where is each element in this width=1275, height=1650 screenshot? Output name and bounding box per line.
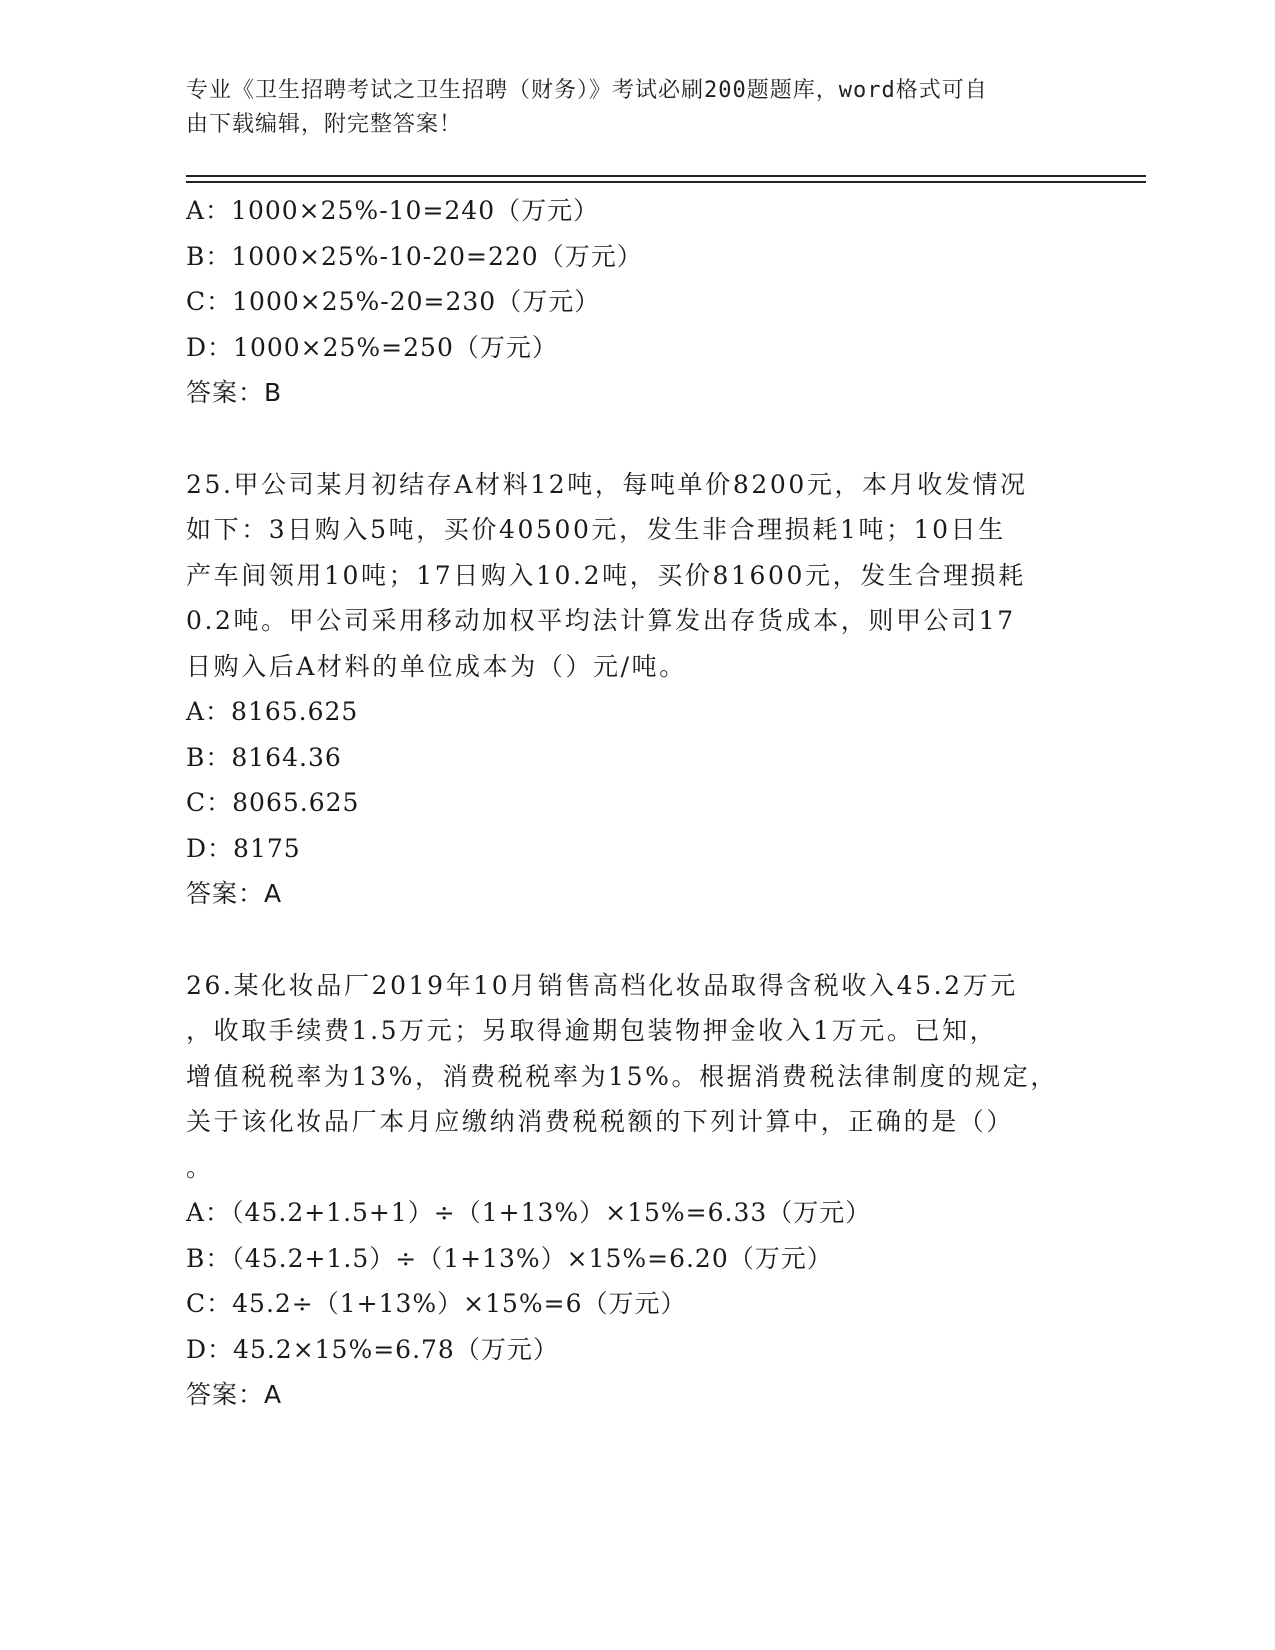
- document-header: [186, 74, 1066, 142]
- stem-line: 增值税税率为13%，消费税税率为15%。根据消费税法律制度的规定，: [186, 1061, 1058, 1091]
- stem-line: 关于该化妆品厂本月应缴纳消费税税额的下列计算中，正确的是（）: [186, 1107, 1015, 1136]
- header-line-2: 由下载编辑，附完整答案！: [186, 112, 463, 137]
- option-b: B：1000×25%-10-20=220（万元）: [186, 241, 643, 271]
- option-b: B：8164.36: [186, 742, 342, 772]
- header-divider-top: [186, 175, 1146, 177]
- question-26: [186, 963, 1086, 1418]
- option-c: C：8065.625: [186, 788, 360, 817]
- question-26-answer: 答案：A: [186, 1380, 283, 1409]
- option-a: A：1000×25%-10=240（万元）: [186, 196, 600, 225]
- option-c: C：45.2÷（1+13%）×15%=6（万元）: [186, 1289, 687, 1318]
- header-divider-bottom: [186, 181, 1146, 183]
- option-a: A：8165.625: [186, 697, 359, 726]
- question-26-stem: [186, 963, 1086, 1191]
- option-c: C：1000×25%-20=230（万元）: [186, 287, 601, 316]
- option-a: A：（45.2+1.5+1）÷（1+13%）×15%=6.33（万元）: [186, 1198, 872, 1227]
- option-b: B：（45.2+1.5）÷（1+13%）×15%=6.20（万元）: [186, 1243, 833, 1273]
- spacer: [186, 416, 1086, 462]
- question-25: [186, 462, 1086, 917]
- stem-line: ，收取手续费1.5万元；另取得逾期包装物押金收入1万元。已知，: [186, 1016, 998, 1045]
- stem-line: 产车间领用10吨；17日购入10.2吨，买价81600元，发生合理损耗: [186, 560, 1026, 590]
- document-body: [186, 188, 1086, 1418]
- stem-line: 0.2吨。甲公司采用移动加权平均法计算发出存货成本，则甲公司17: [186, 606, 1016, 635]
- question-25-stem: [186, 462, 1086, 690]
- option-d: D：45.2×15%=6.78（万元）: [186, 1334, 559, 1364]
- stem-line: 日购入后A材料的单位成本为（）元/吨。: [186, 651, 687, 681]
- option-d: D：8175: [186, 833, 301, 863]
- stem-line: 。: [186, 1152, 214, 1182]
- spacer: [186, 917, 1086, 963]
- stem-line: 26.某化妆品厂2019年10月销售高档化妆品取得含税收入45.2万元: [186, 970, 1018, 1000]
- stem-line: 如下：3日购入5吨，买价40500元，发生非合理损耗1吨；10日生: [186, 515, 1006, 544]
- question-24-options: [186, 188, 1086, 416]
- header-line-1: 专业《卫生招聘考试之卫生招聘（财务）》考试必刷200题题库，word格式可自: [186, 78, 988, 103]
- option-d: D：1000×25%=250（万元）: [186, 332, 558, 362]
- question-25-answer: 答案：A: [186, 879, 283, 908]
- stem-line: 25.甲公司某月初结存A材料12吨，每吨单价8200元，本月收发情况: [186, 469, 1028, 499]
- question-24-answer: 答案：B: [186, 378, 283, 407]
